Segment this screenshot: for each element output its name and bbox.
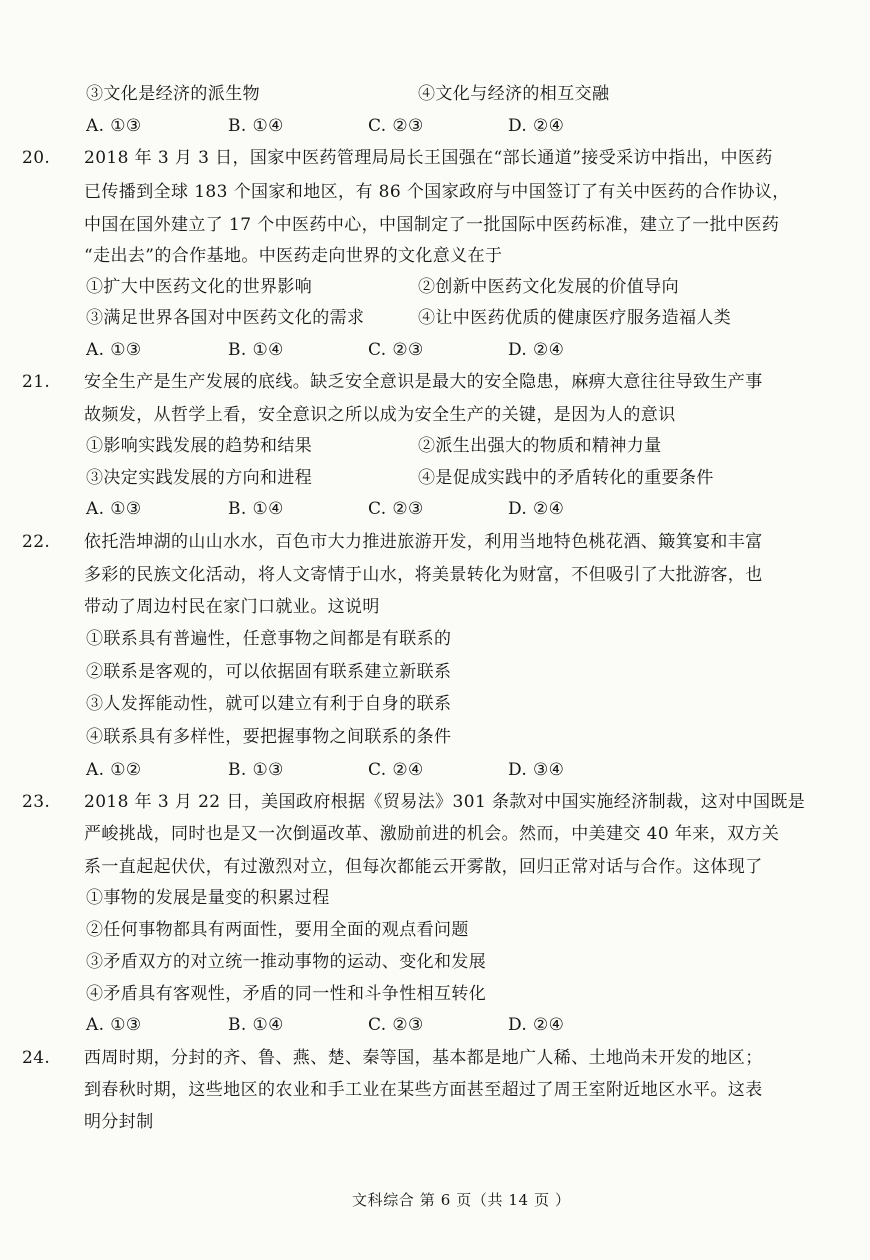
q24-stem-line: 明分封制 [84, 1112, 154, 1132]
q23-option-1: ①事物的发展是量变的积累过程 [86, 888, 330, 908]
q20-stem-line: “走出去”的合作基地。中医药走向世界的文化意义在于 [84, 246, 503, 266]
q21-option-4: ④是促成实践中的矛盾转化的重要条件 [418, 468, 714, 488]
q23-option-4: ④矛盾具有客观性，矛盾的同一性和斗争性相互转化 [86, 984, 487, 1004]
q22-option-1: ①联系具有普遍性，任意事物之间都是有联系的 [86, 629, 452, 649]
q23-answer-a: A. ①③ [86, 1015, 142, 1035]
q20-answer-a: A. ①③ [86, 340, 142, 360]
q23-option-3: ③矛盾双方的对立统一推动事物的运动、变化和发展 [86, 952, 487, 972]
q23-answer-d: D. ②④ [508, 1015, 565, 1035]
q20-answer-d: D. ②④ [508, 340, 565, 360]
q20-stem-line: 2018 年 3 月 3 日，国家中医药管理局局长王国强在“部长通道”接受采访中指出，中医药 [84, 148, 773, 168]
q21-number: 21. [22, 372, 51, 392]
q19-answer-a: A. ①③ [86, 116, 142, 136]
q20-option-2: ②创新中医药文化发展的价值导向 [418, 277, 679, 297]
q20-answer-b: B. ①④ [228, 340, 284, 360]
q21-option-2: ②派生出强大的物质和精神力量 [418, 436, 662, 456]
q22-option-2: ②联系是客观的，可以依据固有联系建立新联系 [86, 662, 452, 682]
q23-stem-line: 系一直起起伏伏，有过激烈对立，但每次都能云开雾散，回归正常对话与合作。这体现了 [84, 857, 763, 877]
q20-stem-line: 已传播到全球 183 个国家和地区，有 86 个国家政府与中国签订了有关中医药的合作协议， [84, 182, 790, 202]
q21-answer-d: D. ②④ [508, 499, 565, 519]
q21-option-1: ①影响实践发展的趋势和结果 [86, 436, 313, 456]
q22-option-3: ③人发挥能动性，就可以建立有利于自身的联系 [86, 694, 452, 714]
q20-answer-c: C. ②③ [368, 340, 424, 360]
q24-number: 24. [22, 1048, 51, 1068]
q22-stem-line: 多彩的民族文化活动，将人文寄情于山水，将美景转化为财富，不但吸引了大批游客，也 [84, 565, 763, 585]
q21-answer-a: A. ①③ [86, 499, 142, 519]
q20-option-3: ③满足世界各国对中医药文化的需求 [86, 308, 365, 328]
q20-stem-line: 中国在国外建立了 17 个中医药中心，中国制定了一批国际中医药标准，建立了一批中医药 [84, 215, 780, 235]
q21-option-3: ③决定实践发展的方向和进程 [86, 468, 313, 488]
q19-answer-d: D. ②④ [508, 116, 565, 136]
q23-answer-b: B. ①④ [228, 1015, 284, 1035]
q22-answer-c: C. ②④ [368, 760, 424, 780]
q22-stem-line: 依托浩坤湖的山山水水，百色市大力推进旅游开发，利用当地特色桃花酒、簸箕宴和丰富 [84, 532, 763, 552]
q22-answer-d: D. ③④ [508, 760, 565, 780]
q24-stem-line: 西周时期，分封的齐、鲁、燕、楚、秦等国，基本都是地广人稀、土地尚未开发的地区； [84, 1048, 763, 1068]
q22-answer-a: A. ①② [86, 760, 142, 780]
q22-option-4: ④联系具有多样性，要把握事物之间联系的条件 [86, 727, 452, 747]
q19-answer-c: C. ②③ [368, 116, 424, 136]
q19-option-3: ③文化是经济的派生物 [86, 84, 260, 104]
q23-stem-line: 2018 年 3 月 22 日，美国政府根据《贸易法》301 条款对中国实施经济制裁，这对中国既是 [84, 792, 806, 812]
page-footer: 文科综合 第 6 页（共 14 页 ） [352, 1191, 571, 1209]
q22-number: 22. [22, 532, 51, 552]
q23-number: 23. [22, 792, 51, 812]
q21-answer-c: C. ②③ [368, 499, 424, 519]
q21-stem-line: 安全生产是生产发展的底线。缺乏安全意识是最大的安全隐患，麻痹大意往往导致生产事 [84, 372, 763, 392]
q22-answer-b: B. ①③ [228, 760, 284, 780]
q23-option-2: ②任何事物都具有两面性，要用全面的观点看问题 [86, 920, 469, 940]
q21-stem-line: 故频发，从哲学上看，安全意识之所以成为安全生产的关键，是因为人的意识 [84, 405, 676, 425]
q20-number: 20. [22, 148, 51, 168]
q24-stem-line: 到春秋时期，这些地区的农业和手工业在某些方面甚至超过了周王室附近地区水平。这表 [84, 1080, 763, 1100]
q19-option-4: ④文化与经济的相互交融 [418, 84, 610, 104]
q20-option-1: ①扩大中医药文化的世界影响 [86, 277, 313, 297]
q23-stem-line: 严峻挑战，同时也是又一次倒逼改革、激励前进的机会。然而，中美建交 40 年来，双方关 [84, 824, 780, 844]
q21-answer-b: B. ①④ [228, 499, 284, 519]
q19-answer-b: B. ①④ [228, 116, 284, 136]
q23-answer-c: C. ②③ [368, 1015, 424, 1035]
q20-option-4: ④让中医药优质的健康医疗服务造福人类 [418, 308, 732, 328]
q22-stem-line: 带动了周边村民在家门口就业。这说明 [84, 597, 380, 617]
